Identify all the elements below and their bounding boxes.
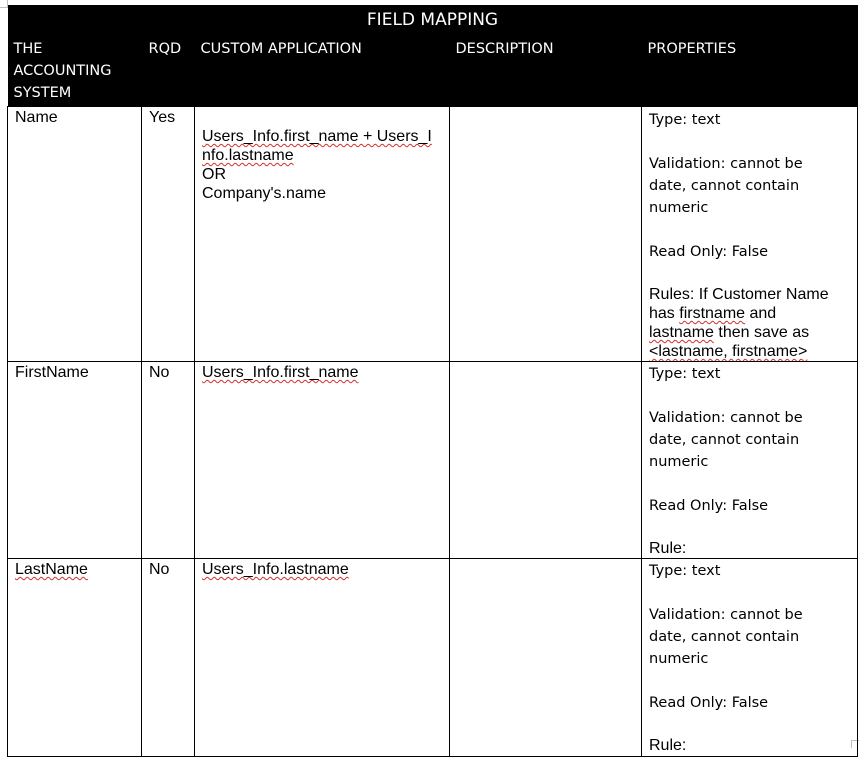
app-mapping-text: Users_Info.lastname xyxy=(202,561,349,578)
property-validation: Validation: cannot be xyxy=(649,410,803,426)
property-validation: numeric xyxy=(649,651,709,667)
property-rule: Rules: If Customer Name xyxy=(649,286,829,303)
property-rule: has firstname and xyxy=(649,305,777,322)
field-name-cell: LastName xyxy=(8,559,142,757)
table-title: FIELD MAPPING xyxy=(8,5,858,32)
app-mapping-text: Users_Info.first_name xyxy=(202,364,359,381)
field-name-cell: Name xyxy=(8,107,142,362)
field-mapping-table xyxy=(7,5,858,757)
property-read-only: Read Only: False xyxy=(649,695,769,711)
header-system-line: ACCOUNTING xyxy=(13,63,112,79)
property-read-only: Read Only: False xyxy=(649,498,769,514)
rqd-cell: No xyxy=(142,362,195,559)
header-custom-application: CUSTOM APPLICATION xyxy=(195,32,450,107)
custom-app-cell xyxy=(195,362,450,559)
property-validation: date, cannot contain xyxy=(649,432,800,448)
property-type: Type: text xyxy=(649,563,721,579)
header-description: DESCRIPTION xyxy=(450,32,642,107)
header-system-line: SYSTEM xyxy=(13,85,72,101)
header-accounting-system xyxy=(8,32,142,107)
custom-app-cell xyxy=(195,107,450,362)
property-rule: <lastname, firstname> xyxy=(649,343,808,360)
rqd-cell: No xyxy=(142,559,195,757)
property-validation: date, cannot contain xyxy=(649,178,800,194)
header-properties: PROPERTIES xyxy=(642,32,858,107)
rqd-cell: Yes xyxy=(142,107,195,362)
properties-cell xyxy=(642,362,858,559)
table-row xyxy=(8,107,858,362)
app-mapping-text: Users_Info.first_name + Users_I xyxy=(202,128,432,145)
property-validation: Validation: cannot be xyxy=(649,156,803,172)
description-cell xyxy=(450,559,642,757)
property-validation: Validation: cannot be xyxy=(649,607,803,623)
property-read-only: Read Only: False xyxy=(649,244,769,260)
header-rqd: RQD xyxy=(142,32,195,107)
description-cell xyxy=(450,362,642,559)
app-mapping-text: nfo.lastname xyxy=(202,147,294,164)
table-row xyxy=(8,362,858,559)
properties-cell xyxy=(642,107,858,362)
table-row xyxy=(8,559,858,757)
property-rule: Rule: xyxy=(649,737,687,754)
properties-cell xyxy=(642,559,858,757)
property-rule: lastname then save as xyxy=(649,324,810,341)
app-mapping-text: Company's.name xyxy=(202,185,326,202)
header-system-line: THE xyxy=(13,41,43,57)
property-validation: numeric xyxy=(649,454,709,470)
property-validation: numeric xyxy=(649,200,709,216)
property-type: Type: text xyxy=(649,112,721,128)
property-validation: date, cannot contain xyxy=(649,629,800,645)
custom-app-cell xyxy=(195,559,450,757)
property-type: Type: text xyxy=(649,366,721,382)
property-rule: Rule: xyxy=(649,540,687,557)
field-name-cell: FirstName xyxy=(8,362,142,559)
description-cell xyxy=(450,107,642,362)
app-mapping-text: OR xyxy=(202,166,226,183)
